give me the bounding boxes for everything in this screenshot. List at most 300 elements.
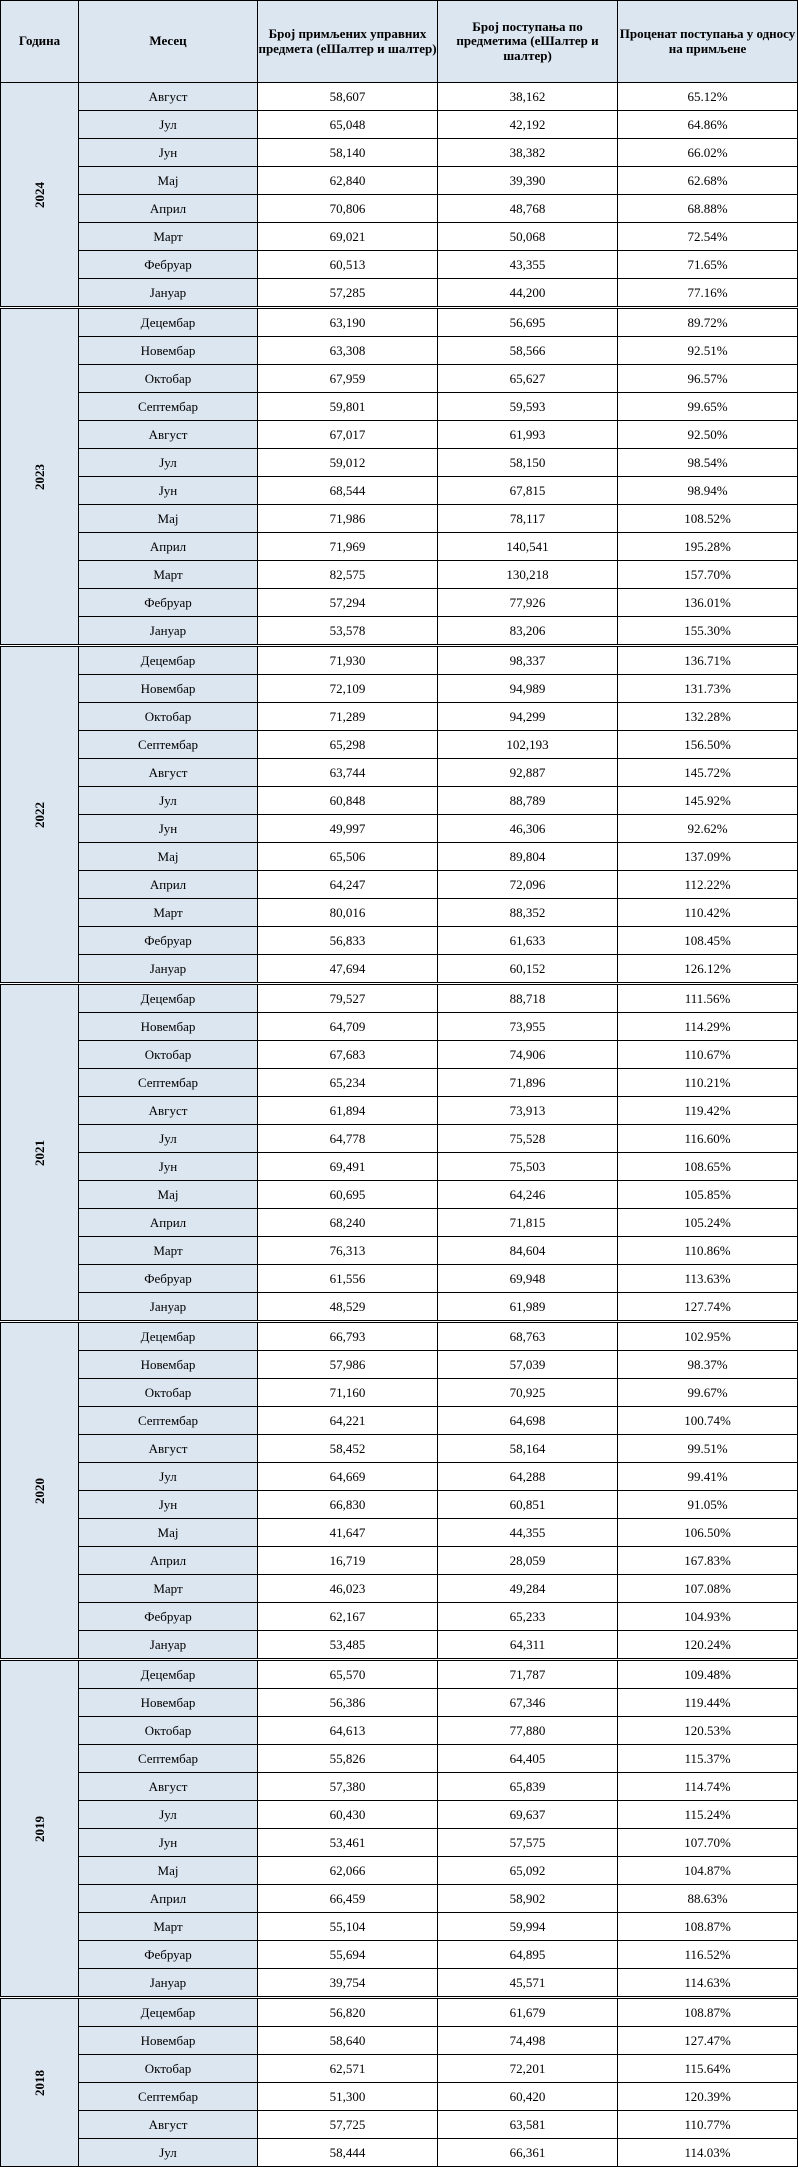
received-cell: 71,160 [258,1379,438,1407]
received-cell: 71,969 [258,533,438,561]
month-cell: Фебруар [79,1265,258,1293]
processed-cell: 71,896 [438,1069,618,1097]
table-row [1,759,798,787]
processed-cell: 58,566 [438,337,618,365]
processed-cell: 71,787 [438,1660,618,1689]
processed-cell: 67,815 [438,477,618,505]
table-row [1,1745,798,1773]
processed-cell: 71,815 [438,1209,618,1237]
processed-cell: 57,575 [438,1829,618,1857]
received-cell: 65,234 [258,1069,438,1097]
processed-cell: 88,352 [438,899,618,927]
received-cell: 65,298 [258,731,438,759]
percent-cell: 92.62% [618,815,798,843]
month-cell: Септембар [79,393,258,421]
month-cell: Јун [79,815,258,843]
header-processed: Број поступања по предметима (еШалтер и шалтер) [438,1,618,83]
received-cell: 56,833 [258,927,438,955]
month-cell: Новембар [79,1689,258,1717]
processed-cell: 59,994 [438,1913,618,1941]
percent-cell: 113.63% [618,1265,798,1293]
received-cell: 46,023 [258,1575,438,1603]
year-label: 2021 [31,1139,47,1166]
table-row [1,1181,798,1209]
percent-cell: 99.65% [618,393,798,421]
processed-cell: 39,390 [438,167,618,195]
processed-cell: 46,306 [438,815,618,843]
table-row [1,365,798,393]
month-cell: Јул [79,111,258,139]
table-row [1,1379,798,1407]
table-row [1,195,798,223]
processed-cell: 78,117 [438,505,618,533]
table-row [1,1125,798,1153]
received-cell: 57,285 [258,279,438,308]
month-cell: Мај [79,167,258,195]
month-cell: Фебруар [79,927,258,955]
processed-cell: 48,768 [438,195,618,223]
month-cell: Новембар [79,675,258,703]
table-row [1,1575,798,1603]
table-row [1,1491,798,1519]
processed-cell: 58,150 [438,449,618,477]
table-row [1,1969,798,1998]
processed-cell: 67,346 [438,1689,618,1717]
month-cell: Март [79,1237,258,1265]
percent-cell: 115.37% [618,1745,798,1773]
month-cell: Мај [79,505,258,533]
table-row [1,1351,798,1379]
month-cell: Јун [79,139,258,167]
percent-cell: 120.39% [618,2083,798,2111]
received-cell: 63,744 [258,759,438,787]
table-row [1,1998,798,2027]
received-cell: 66,459 [258,1885,438,1913]
percent-cell: 116.52% [618,1941,798,1969]
processed-cell: 75,503 [438,1153,618,1181]
table-row [1,1631,798,1660]
percent-cell: 136.01% [618,589,798,617]
received-cell: 56,820 [258,1998,438,2027]
percent-cell: 98.37% [618,1351,798,1379]
month-cell: Фебруар [79,1941,258,1969]
month-cell: Јануар [79,1631,258,1660]
processed-cell: 65,233 [438,1603,618,1631]
processed-cell: 58,902 [438,1885,618,1913]
received-cell: 57,380 [258,1773,438,1801]
processed-cell: 64,895 [438,1941,618,1969]
received-cell: 62,167 [258,1603,438,1631]
month-cell: Август [79,1773,258,1801]
month-cell: Март [79,1575,258,1603]
month-cell: Јун [79,1153,258,1181]
month-cell: Фебруар [79,589,258,617]
processed-cell: 64,311 [438,1631,618,1660]
received-cell: 64,778 [258,1125,438,1153]
percent-cell: 107.08% [618,1575,798,1603]
processed-cell: 45,571 [438,1969,618,1998]
processed-cell: 38,162 [438,83,618,111]
month-cell: Децембар [79,308,258,337]
month-cell: Април [79,1885,258,1913]
processed-cell: 72,096 [438,871,618,899]
month-cell: Август [79,2111,258,2139]
table-row [1,899,798,927]
processed-cell: 64,288 [438,1463,618,1491]
received-cell: 47,694 [258,955,438,984]
processed-cell: 88,789 [438,787,618,815]
month-cell: Јануар [79,1969,258,1998]
percent-cell: 114.29% [618,1013,798,1041]
table-row [1,1463,798,1491]
received-cell: 71,986 [258,505,438,533]
received-cell: 64,221 [258,1407,438,1435]
received-cell: 65,048 [258,111,438,139]
processed-cell: 42,192 [438,111,618,139]
percent-cell: 157.70% [618,561,798,589]
month-cell: Децембар [79,984,258,1013]
processed-cell: 63,581 [438,2111,618,2139]
received-cell: 62,840 [258,167,438,195]
received-cell: 60,513 [258,251,438,279]
month-cell: Јул [79,2139,258,2167]
month-cell: Мај [79,1857,258,1885]
month-cell: Јул [79,1463,258,1491]
month-cell: Јануар [79,1293,258,1322]
month-cell: Јул [79,1125,258,1153]
month-cell: Децембар [79,646,258,675]
processed-cell: 61,989 [438,1293,618,1322]
percent-cell: 99.41% [618,1463,798,1491]
processed-cell: 83,206 [438,617,618,646]
month-cell: Октобар [79,1379,258,1407]
table-row [1,1153,798,1181]
table-row [1,1773,798,1801]
processed-cell: 28,059 [438,1547,618,1575]
received-cell: 60,430 [258,1801,438,1829]
table-row [1,617,798,646]
month-cell: Новембар [79,1013,258,1041]
percent-cell: 107.70% [618,1829,798,1857]
month-cell: Мај [79,1519,258,1547]
table-body [1,83,798,2167]
month-cell: Април [79,1547,258,1575]
percent-cell: 119.44% [618,1689,798,1717]
year-cell [1,308,79,646]
table-row [1,1097,798,1125]
received-cell: 60,848 [258,787,438,815]
received-cell: 61,556 [258,1265,438,1293]
received-cell: 55,826 [258,1745,438,1773]
year-cell [1,984,79,1322]
processed-cell: 61,679 [438,1998,618,2027]
percent-cell: 136.71% [618,646,798,675]
processed-cell: 130,218 [438,561,618,589]
received-cell: 62,571 [258,2055,438,2083]
month-cell: Јун [79,1829,258,1857]
table-row [1,1519,798,1547]
received-cell: 65,570 [258,1660,438,1689]
percent-cell: 132.28% [618,703,798,731]
table-row [1,393,798,421]
month-cell: Август [79,83,258,111]
header-received: Број примљених управних предмета (еШалтер и шалтер) [258,1,438,83]
processed-cell: 84,604 [438,1237,618,1265]
received-cell: 49,997 [258,815,438,843]
received-cell: 64,709 [258,1013,438,1041]
received-cell: 56,386 [258,1689,438,1717]
processed-cell: 57,039 [438,1351,618,1379]
percent-cell: 145.92% [618,787,798,815]
processed-cell: 56,695 [438,308,618,337]
percent-cell: 119.42% [618,1097,798,1125]
month-cell: Јул [79,787,258,815]
table-row [1,1322,798,1351]
month-cell: Јул [79,1801,258,1829]
received-cell: 63,308 [258,337,438,365]
received-cell: 58,640 [258,2027,438,2055]
percent-cell: 77.16% [618,279,798,308]
month-cell: Јануар [79,617,258,646]
percent-cell: 120.24% [618,1631,798,1660]
month-cell: Октобар [79,1041,258,1069]
percent-cell: 104.87% [618,1857,798,1885]
month-cell: Април [79,1209,258,1237]
table-row [1,1069,798,1097]
received-cell: 69,021 [258,223,438,251]
table-row [1,1689,798,1717]
table-row [1,251,798,279]
month-cell: Октобар [79,1717,258,1745]
month-cell: Јун [79,477,258,505]
month-cell: Септембар [79,1745,258,1773]
month-cell: Март [79,899,258,927]
received-cell: 67,683 [258,1041,438,1069]
table-row [1,984,798,1013]
header-percent: Проценат поступања у односу на примљене [618,1,798,83]
table-row [1,1293,798,1322]
processed-cell: 74,498 [438,2027,618,2055]
received-cell: 64,613 [258,1717,438,1745]
table-row [1,421,798,449]
percent-cell: 114.03% [618,2139,798,2167]
year-cell [1,646,79,984]
received-cell: 71,930 [258,646,438,675]
received-cell: 66,793 [258,1322,438,1351]
processed-cell: 60,420 [438,2083,618,2111]
processed-cell: 66,361 [438,2139,618,2167]
percent-cell: 100.74% [618,1407,798,1435]
month-cell: Новембар [79,2027,258,2055]
table-row [1,843,798,871]
processed-cell: 60,152 [438,955,618,984]
year-cell [1,1660,79,1998]
year-label: 2019 [31,1815,47,1842]
processed-cell: 88,718 [438,984,618,1013]
percent-cell: 167.83% [618,1547,798,1575]
processed-cell: 68,763 [438,1322,618,1351]
received-cell: 65,506 [258,843,438,871]
processed-cell: 73,955 [438,1013,618,1041]
table-row [1,1265,798,1293]
processed-cell: 43,355 [438,251,618,279]
received-cell: 63,190 [258,308,438,337]
percent-cell: 102.95% [618,1322,798,1351]
processed-cell: 73,913 [438,1097,618,1125]
percent-cell: 126.12% [618,955,798,984]
percent-cell: 91.05% [618,1491,798,1519]
processed-cell: 64,405 [438,1745,618,1773]
table-row [1,1857,798,1885]
percent-cell: 110.86% [618,1237,798,1265]
table-row [1,505,798,533]
table-row [1,2083,798,2111]
processed-cell: 70,925 [438,1379,618,1407]
percent-cell: 155.30% [618,617,798,646]
month-cell: Новембар [79,337,258,365]
month-cell: Јул [79,449,258,477]
table-row [1,871,798,899]
percent-cell: 115.64% [618,2055,798,2083]
table-row [1,2027,798,2055]
month-cell: Март [79,223,258,251]
percent-cell: 108.65% [618,1153,798,1181]
month-cell: Децембар [79,1660,258,1689]
percent-cell: 105.85% [618,1181,798,1209]
percent-cell: 195.28% [618,533,798,561]
processed-cell: 75,528 [438,1125,618,1153]
month-cell: Април [79,533,258,561]
table-row [1,167,798,195]
processed-cell: 102,193 [438,731,618,759]
table-row [1,2055,798,2083]
year-cell [1,1998,79,2167]
processed-cell: 65,092 [438,1857,618,1885]
percent-cell: 106.50% [618,1519,798,1547]
table-row [1,927,798,955]
received-cell: 71,289 [258,703,438,731]
percent-cell: 64.86% [618,111,798,139]
month-cell: Децембар [79,1322,258,1351]
received-cell: 72,109 [258,675,438,703]
received-cell: 53,485 [258,1631,438,1660]
percent-cell: 98.94% [618,477,798,505]
month-cell: Новембар [79,1351,258,1379]
percent-cell: 115.24% [618,1801,798,1829]
processed-cell: 74,906 [438,1041,618,1069]
processed-cell: 69,637 [438,1801,618,1829]
table-row [1,1913,798,1941]
received-cell: 51,300 [258,2083,438,2111]
table-row [1,111,798,139]
percent-cell: 96.57% [618,365,798,393]
received-cell: 57,725 [258,2111,438,2139]
percent-cell: 127.47% [618,2027,798,2055]
processed-cell: 64,246 [438,1181,618,1209]
table-row [1,561,798,589]
received-cell: 69,491 [258,1153,438,1181]
received-cell: 68,544 [258,477,438,505]
processed-cell: 65,839 [438,1773,618,1801]
table-row [1,1941,798,1969]
table-row [1,1237,798,1265]
processed-cell: 50,068 [438,223,618,251]
processed-cell: 49,284 [438,1575,618,1603]
percent-cell: 116.60% [618,1125,798,1153]
percent-cell: 110.67% [618,1041,798,1069]
table-row [1,787,798,815]
processed-cell: 44,200 [438,279,618,308]
table-row [1,731,798,759]
month-cell: Јануар [79,955,258,984]
percent-cell: 156.50% [618,731,798,759]
processed-cell: 72,201 [438,2055,618,2083]
processed-cell: 60,851 [438,1491,618,1519]
processed-cell: 89,804 [438,843,618,871]
percent-cell: 108.45% [618,927,798,955]
processed-cell: 94,299 [438,703,618,731]
percent-cell: 131.73% [618,675,798,703]
processed-cell: 44,355 [438,1519,618,1547]
processed-cell: 77,880 [438,1717,618,1745]
month-cell: Мај [79,843,258,871]
month-cell: Август [79,421,258,449]
received-cell: 79,527 [258,984,438,1013]
percent-cell: 114.63% [618,1969,798,1998]
month-cell: Септембар [79,731,258,759]
received-cell: 48,529 [258,1293,438,1322]
month-cell: Август [79,1435,258,1463]
table-row [1,589,798,617]
year-label: 2018 [31,2069,47,2096]
percent-cell: 65.12% [618,83,798,111]
table-row [1,1603,798,1631]
processed-cell: 77,926 [438,589,618,617]
year-cell [1,83,79,308]
year-label: 2022 [31,801,47,828]
percent-cell: 66.02% [618,139,798,167]
percent-cell: 71.65% [618,251,798,279]
processed-cell: 61,633 [438,927,618,955]
processed-cell: 59,593 [438,393,618,421]
received-cell: 53,461 [258,1829,438,1857]
percent-cell: 89.72% [618,308,798,337]
received-cell: 82,575 [258,561,438,589]
header-row [1,1,798,83]
year-label: 2020 [31,1477,47,1504]
table-row [1,1801,798,1829]
processed-cell: 65,627 [438,365,618,393]
month-cell: Јануар [79,279,258,308]
header-month: Месец [79,1,258,83]
processed-cell: 92,887 [438,759,618,787]
table-row [1,1885,798,1913]
month-cell: Децембар [79,1998,258,2027]
received-cell: 39,754 [258,1969,438,1998]
table-row [1,1717,798,1745]
table-row [1,675,798,703]
percent-cell: 108.87% [618,1913,798,1941]
table-row [1,337,798,365]
table-row [1,1829,798,1857]
received-cell: 16,719 [258,1547,438,1575]
table-row [1,477,798,505]
table-row [1,1041,798,1069]
processed-cell: 140,541 [438,533,618,561]
percent-cell: 104.93% [618,1603,798,1631]
received-cell: 59,801 [258,393,438,421]
table-row [1,449,798,477]
